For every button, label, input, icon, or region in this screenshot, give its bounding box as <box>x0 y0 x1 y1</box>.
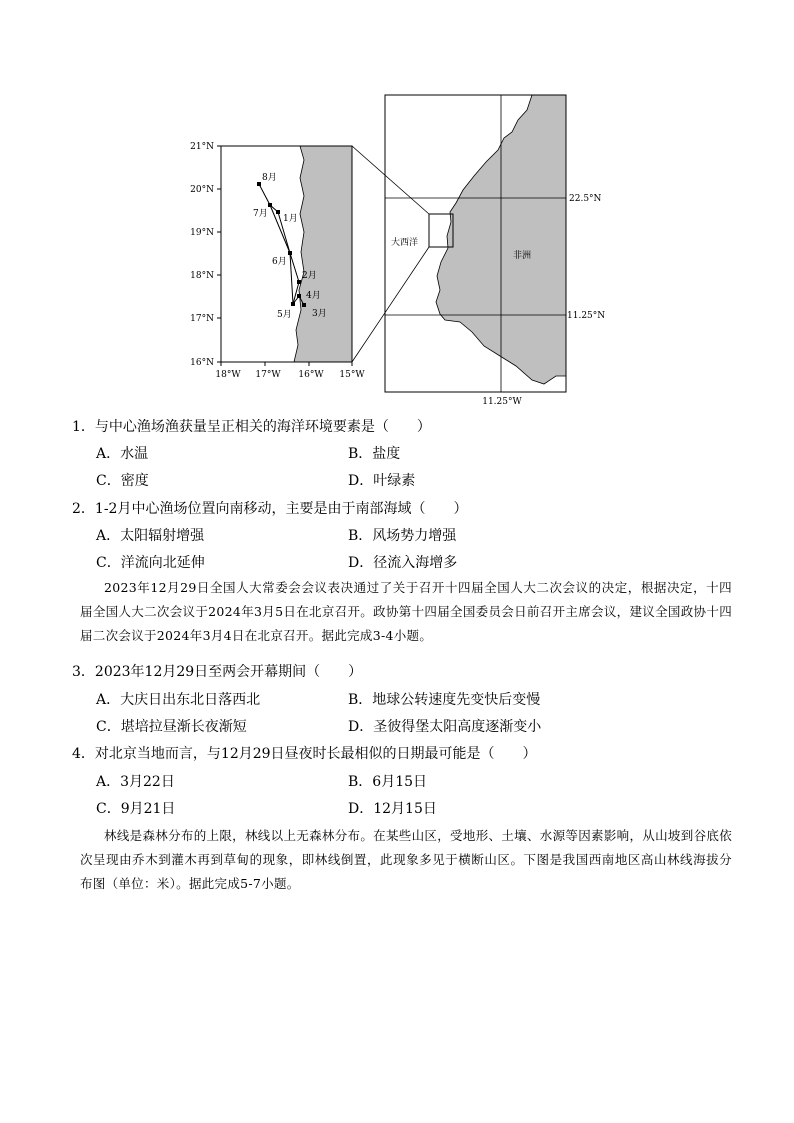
passage-two-sessions-text: 2023年12月29日全国人大常委会会议表决通过了关于召开十四届全国人大二次会议的决定，根据决定，十四届全国人大二次会议于2024年3月5日在北京召开。政协第十四届全国委员会日前召开主席会议，建议全国政协十四届二次会议于2024年3月4日在北京召开。据此完成3-4小题。 <box>80 580 732 643</box>
passage-treeline-text: 林线是森林分布的上限，林线以上无森林分布。在某些山区，受地形、土壤、水源等因素影响，从山坡到谷底依次呈现由乔木到灌木再到草甸的现象，即林线倒置，此现象多见于横断山区。下图是我国西南地区高山林线海拔分布图（单位：米）。据此完成5-7小题。 <box>80 828 732 891</box>
label-jul: 7月 <box>253 209 268 219</box>
inset-land <box>294 146 352 362</box>
label-jan: 1月 <box>283 214 298 224</box>
lat-label-21n: 21°N <box>190 142 214 152</box>
q3-option-c[interactable]: C．堪培拉昼渐长夜渐短 <box>96 719 247 735</box>
inset-map <box>190 142 365 380</box>
q2-option-c[interactable]: C．洋流向北延伸 <box>96 555 205 571</box>
q1-option-d[interactable]: D．叶绿素 <box>348 473 416 489</box>
q2-option-a[interactable]: A．太阳辐射增强 <box>96 528 205 544</box>
question-4-stem: 4．对北京当地而言，与12月29日昼夜时长最相似的日期最可能是（ ） <box>72 746 537 762</box>
point-feb <box>297 280 301 284</box>
q1-option-a[interactable]: A．水温 <box>96 446 149 462</box>
overview-map <box>385 95 605 407</box>
lat-label-17n: 17°N <box>190 314 214 324</box>
point-apr <box>297 294 301 298</box>
point-jul <box>268 203 272 207</box>
lat-label-16n: 16°N <box>190 358 214 368</box>
lon-label-15w: 15°W <box>339 370 365 380</box>
lat-label-19n: 19°N <box>190 228 214 238</box>
question-3-stem: 3．2023年12月29日至两会开幕期间（ ） <box>72 664 363 680</box>
q4-option-b[interactable]: B．6月15日 <box>348 774 428 790</box>
question-1-stem: 1．与中心渔场渔获量呈正相关的海洋环境要素是（ ） <box>72 419 431 435</box>
point-jan <box>276 210 280 214</box>
point-mar <box>302 303 306 307</box>
lat-label-22-5n: 22.5°N <box>569 194 602 204</box>
label-feb: 2月 <box>302 271 317 281</box>
q1-option-c[interactable]: C．密度 <box>96 473 149 489</box>
lon-label-16w: 16°W <box>298 370 324 380</box>
question-2-stem: 2．1-2月中心渔场位置向南移动，主要是由于南部海域（ ） <box>72 501 468 517</box>
label-aug: 8月 <box>262 173 277 183</box>
label-jun: 6月 <box>272 257 287 267</box>
ocean-label: 大西洋 <box>391 238 419 248</box>
fishing-ground-map-figure <box>0 0 794 420</box>
q3-option-d[interactable]: D．圣彼得堡太阳高度逐渐变小 <box>348 719 542 735</box>
lat-label-18n: 18°N <box>190 271 214 281</box>
land-label: 非洲 <box>513 251 532 261</box>
q1-option-b[interactable]: B．盐度 <box>348 446 401 462</box>
fishing-center-track <box>259 184 304 305</box>
label-mar: 3月 <box>312 309 327 319</box>
lat-label-11-25n: 11.25°N <box>567 311 606 321</box>
q3-option-b[interactable]: B．地球公转速度先变快后变慢 <box>348 692 541 708</box>
q4-option-a[interactable]: A．3月22日 <box>96 774 175 790</box>
q3-option-a[interactable]: A．大庆日出东北日落西北 <box>96 692 261 708</box>
q4-option-d[interactable]: D．12月15日 <box>348 801 437 817</box>
lat-label-20n: 20°N <box>190 185 214 195</box>
passage-treeline <box>80 824 732 896</box>
label-apr: 4月 <box>306 291 321 301</box>
point-may <box>291 302 295 306</box>
label-may: 5月 <box>277 310 292 320</box>
lon-label-18w: 18°W <box>215 370 241 380</box>
q2-option-d[interactable]: D．径流入海增多 <box>348 555 458 571</box>
q2-option-b[interactable]: B．风场势力增强 <box>348 528 457 544</box>
point-jun <box>288 251 292 255</box>
connector-bottom <box>352 247 429 362</box>
lon-label-11-25w: 11.25°W <box>482 397 522 407</box>
connector-top <box>352 146 429 214</box>
q4-option-c[interactable]: C．9月21日 <box>96 801 176 817</box>
point-aug <box>257 182 261 186</box>
lon-label-17w: 17°W <box>255 370 281 380</box>
passage-two-sessions <box>80 576 732 648</box>
